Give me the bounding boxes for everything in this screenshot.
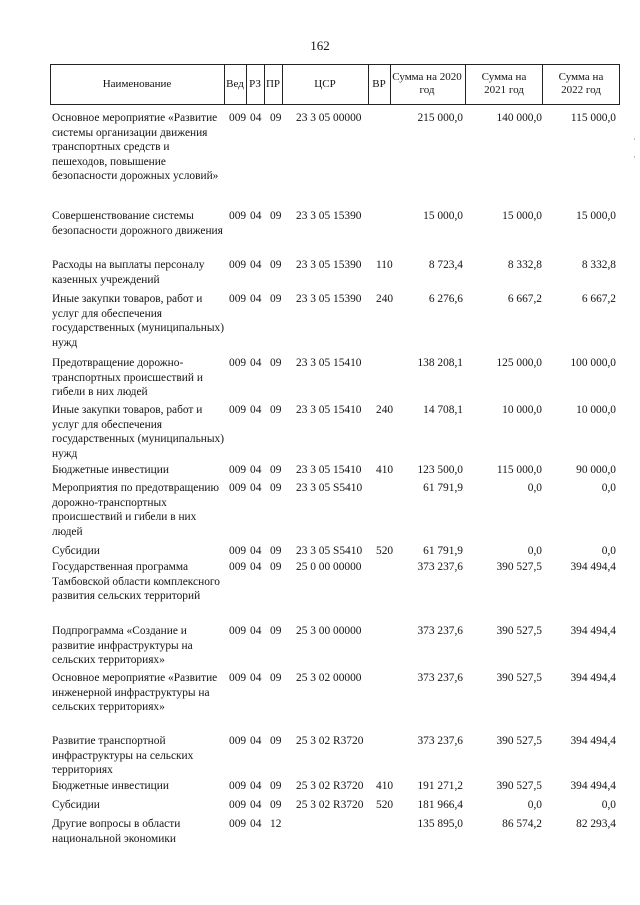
- row-ved: 009: [229, 545, 247, 557]
- row-csr: 23 3 05 15410: [296, 357, 362, 369]
- scan-artifact-mark: ·: [633, 152, 636, 162]
- table-header: [50, 64, 620, 104]
- row-rz: 04: [250, 625, 262, 637]
- row-sum-2021: 125 000,0: [496, 357, 542, 369]
- row-sum-2020: 373 237,6: [417, 672, 463, 684]
- row-sum-2020: 14 708,1: [423, 404, 463, 416]
- row-pr: 12: [270, 818, 282, 830]
- row-ved: 009: [229, 735, 247, 747]
- header-divider: [619, 64, 620, 104]
- row-name: Иные закупки товаров, работ и услуг для обеспечения государственных (муниципальных) нужд: [52, 293, 225, 349]
- header-divider: [542, 64, 543, 104]
- row-csr: 25 0 00 00000: [296, 561, 362, 573]
- row-csr: 25 3 00 00000: [296, 625, 362, 637]
- row-pr: 09: [270, 259, 282, 271]
- row-ved: 009: [229, 293, 247, 305]
- row-csr: 23 3 05 15410: [296, 464, 362, 476]
- header-rz: РЗ: [249, 77, 261, 90]
- row-ved: 009: [229, 672, 247, 684]
- row-pr: 09: [270, 464, 282, 476]
- row-name: Мероприятия по предотвращению дорожно-транспортных происшествий и гибели в них людей: [52, 482, 220, 538]
- row-sum-2022: 0,0: [601, 482, 616, 494]
- row-pr: 09: [270, 735, 282, 747]
- row-sum-2020: 61 791,9: [423, 482, 463, 494]
- row-ved: 009: [229, 210, 247, 222]
- row-rz: 04: [250, 735, 262, 747]
- row-csr: 23 3 05 S5410: [296, 545, 363, 557]
- row-sum-2020: 373 237,6: [417, 735, 463, 747]
- row-name: Основное мероприятие «Развитие инженерной инфраструктуры на сельских территориях»: [52, 672, 218, 714]
- row-ved: 009: [229, 818, 247, 830]
- row-rz: 04: [250, 561, 262, 573]
- row-rz: 04: [250, 672, 262, 684]
- row-sum-2021: 390 527,5: [496, 780, 542, 792]
- row-sum-2021: 140 000,0: [496, 112, 542, 124]
- row-name: Предотвращение дорожно-транспортных происшествий и гибели в них людей: [52, 357, 203, 399]
- row-rz: 04: [250, 799, 262, 811]
- row-sum-2022: 394 494,4: [570, 735, 616, 747]
- row-ved: 009: [229, 482, 247, 494]
- row-pr: 09: [270, 357, 282, 369]
- row-ved: 009: [229, 561, 247, 573]
- row-sum-2021: 0,0: [527, 545, 542, 557]
- row-rz: 04: [250, 259, 262, 271]
- row-pr: 09: [270, 799, 282, 811]
- row-sum-2020: 191 271,2: [417, 780, 463, 792]
- row-sum-2021: 390 527,5: [496, 561, 542, 573]
- row-sum-2022: 0,0: [601, 799, 616, 811]
- header-sum-2021: Сумма на 2021 год: [481, 71, 527, 96]
- row-rz: 04: [250, 780, 262, 792]
- row-sum-2021: 0,0: [527, 799, 542, 811]
- row-csr: 25 3 02 R3720: [296, 735, 364, 747]
- row-sum-2020: 138 208,1: [417, 357, 463, 369]
- row-sum-2020: 135 895,0: [417, 818, 463, 830]
- row-sum-2021: 390 527,5: [496, 735, 542, 747]
- row-pr: 09: [270, 112, 282, 124]
- row-rz: 04: [250, 464, 262, 476]
- row-pr: 09: [270, 482, 282, 494]
- header-name: Наименование: [102, 77, 172, 90]
- row-rz: 04: [250, 482, 262, 494]
- row-ved: 009: [229, 625, 247, 637]
- row-sum-2022: 394 494,4: [570, 561, 616, 573]
- row-sum-2020: 373 237,6: [417, 625, 463, 637]
- row-sum-2022: 15 000,0: [576, 210, 616, 222]
- header-ved: Вед: [226, 77, 244, 90]
- row-pr: 09: [270, 210, 282, 222]
- row-name: Подпрограмма «Создание и развитие инфраструктуры на сельских территориях»: [52, 625, 193, 667]
- row-ved: 009: [229, 799, 247, 811]
- row-sum-2022: 100 000,0: [570, 357, 616, 369]
- row-ved: 009: [229, 357, 247, 369]
- row-rz: 04: [250, 112, 262, 124]
- row-sum-2021: 10 000,0: [502, 404, 542, 416]
- row-name: Субсидии: [52, 799, 100, 811]
- row-pr: 09: [270, 672, 282, 684]
- row-rz: 04: [250, 404, 262, 416]
- row-vr: 410: [376, 464, 394, 476]
- row-sum-2022: 6 667,2: [581, 293, 616, 305]
- row-csr: 23 3 05 00000: [296, 112, 362, 124]
- row-sum-2020: 373 237,6: [417, 561, 463, 573]
- row-rz: 04: [250, 210, 262, 222]
- row-sum-2022: 394 494,4: [570, 780, 616, 792]
- row-pr: 09: [270, 545, 282, 557]
- row-csr: 23 3 05 15390: [296, 259, 362, 271]
- row-csr: 23 3 05 S5410: [296, 482, 363, 494]
- row-pr: 09: [270, 780, 282, 792]
- row-sum-2020: 215 000,0: [417, 112, 463, 124]
- row-sum-2021: 390 527,5: [496, 625, 542, 637]
- row-sum-2022: 8 332,8: [581, 259, 616, 271]
- row-sum-2022: 394 494,4: [570, 672, 616, 684]
- row-name: Совершенствование системы безопасности дорожного движения: [52, 210, 223, 237]
- row-sum-2021: 15 000,0: [502, 210, 542, 222]
- row-sum-2020: 8 723,4: [428, 259, 463, 271]
- row-vr: 240: [376, 404, 394, 416]
- row-vr: 240: [376, 293, 394, 305]
- row-sum-2021: 6 667,2: [507, 293, 542, 305]
- row-vr: 520: [376, 545, 394, 557]
- row-rz: 04: [250, 357, 262, 369]
- row-rz: 04: [250, 293, 262, 305]
- row-sum-2022: 0,0: [601, 545, 616, 557]
- row-sum-2021: 86 574,2: [502, 818, 542, 830]
- row-sum-2020: 61 791,9: [423, 545, 463, 557]
- row-sum-2020: 123 500,0: [417, 464, 463, 476]
- row-sum-2022: 90 000,0: [576, 464, 616, 476]
- row-rz: 04: [250, 545, 262, 557]
- row-sum-2020: 6 276,6: [428, 293, 463, 305]
- row-ved: 009: [229, 404, 247, 416]
- row-pr: 09: [270, 404, 282, 416]
- row-ved: 009: [229, 259, 247, 271]
- row-pr: 09: [270, 293, 282, 305]
- row-pr: 09: [270, 625, 282, 637]
- row-csr: 25 3 02 R3720: [296, 799, 364, 811]
- row-name: Иные закупки товаров, работ и услуг для обеспечения государственных (муниципальных) нужд: [52, 404, 225, 460]
- row-pr: 09: [270, 561, 282, 573]
- row-csr: 25 3 02 R3720: [296, 780, 364, 792]
- row-csr: 23 3 05 15390: [296, 293, 362, 305]
- row-sum-2022: 115 000,0: [570, 112, 616, 124]
- row-sum-2022: 10 000,0: [576, 404, 616, 416]
- row-csr: 25 3 02 00000: [296, 672, 362, 684]
- header-divider: [390, 64, 391, 104]
- header-sum-2020: Сумма на 2020 год: [392, 71, 462, 96]
- row-csr: 23 3 05 15410: [296, 404, 362, 416]
- row-name: Субсидии: [52, 545, 100, 557]
- row-vr: 110: [376, 259, 393, 271]
- header-vr: ВР: [372, 77, 386, 90]
- row-sum-2022: 82 293,4: [576, 818, 616, 830]
- row-ved: 009: [229, 464, 247, 476]
- header-bottom-rule: [50, 104, 620, 105]
- row-name: Бюджетные инвестиции: [52, 464, 169, 476]
- row-sum-2021: 0,0: [527, 482, 542, 494]
- row-csr: 23 3 05 15390: [296, 210, 362, 222]
- row-sum-2022: 394 494,4: [570, 625, 616, 637]
- row-sum-2020: 181 966,4: [417, 799, 463, 811]
- row-name: Другие вопросы в области национальной экономики: [52, 818, 181, 845]
- header-sum-2022: Сумма на 2022 год: [558, 71, 604, 96]
- row-vr: 520: [376, 799, 394, 811]
- page-number: 162: [310, 38, 330, 53]
- row-name: Бюджетные инвестиции: [52, 780, 169, 792]
- row-sum-2021: 115 000,0: [496, 464, 542, 476]
- row-vr: 410: [376, 780, 394, 792]
- row-name: Государственная программа Тамбовской области комплексного развития сельских территорий: [52, 561, 220, 603]
- row-name: Расходы на выплаты персоналу казенных учреждений: [52, 259, 205, 286]
- header-pr: ПР: [265, 77, 281, 90]
- scan-artifact-mark: ·: [633, 134, 636, 144]
- row-rz: 04: [250, 818, 262, 830]
- row-name: Развитие транспортной инфраструктуры на сельских территориях: [52, 735, 194, 777]
- row-name: Основное мероприятие «Развитие системы организации движения транспортных средств и пешеходов, повышение безопасности дорожных условий»: [52, 112, 219, 183]
- header-csr: ЦСР: [314, 77, 336, 90]
- row-sum-2021: 390 527,5: [496, 672, 542, 684]
- row-sum-2021: 8 332,8: [507, 259, 542, 271]
- row-ved: 009: [229, 112, 247, 124]
- row-ved: 009: [229, 780, 247, 792]
- row-sum-2020: 15 000,0: [423, 210, 463, 222]
- header-divider: [465, 64, 466, 104]
